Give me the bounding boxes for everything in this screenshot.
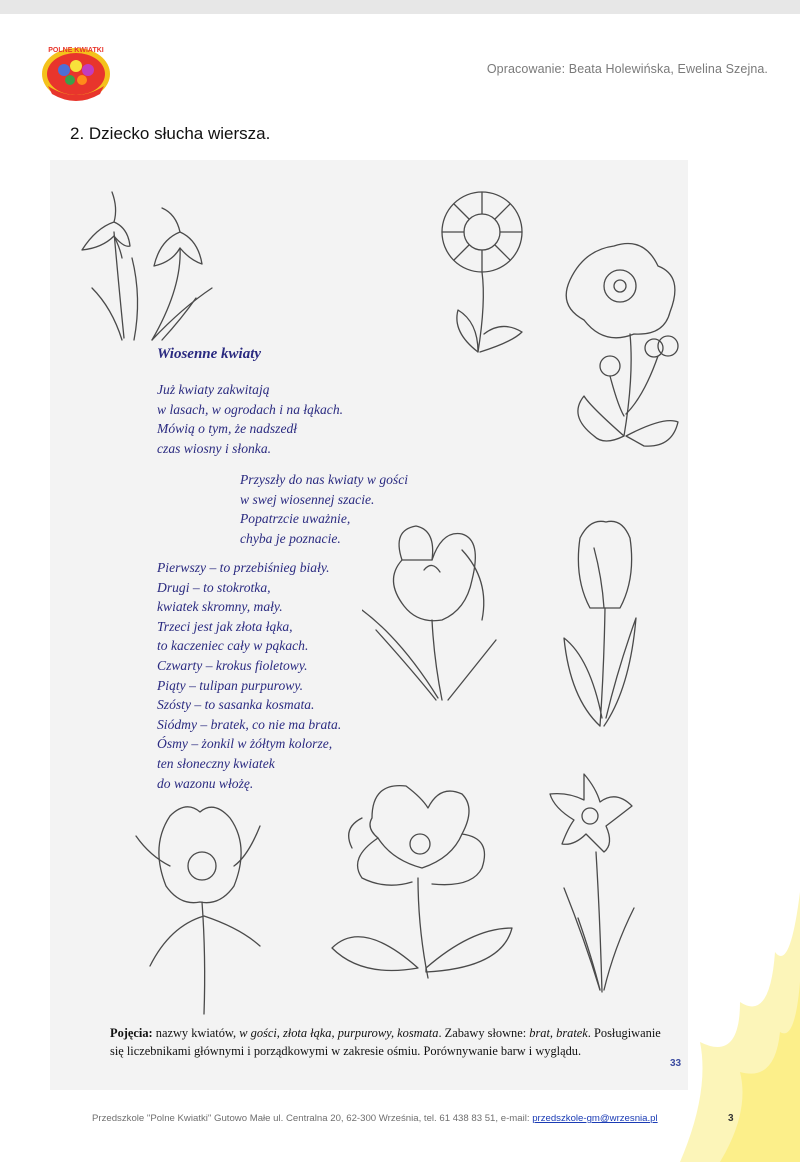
poem-line: to kaczeniec cały w pąkach. bbox=[157, 638, 309, 654]
yellow-flower-decoration bbox=[680, 892, 800, 1162]
concepts-italic: brat, bratek bbox=[529, 1026, 588, 1040]
author-credit: Opracowanie: Beata Holewińska, Ewelina Szejna. bbox=[486, 62, 768, 76]
concepts-italic: w gości, złota łąka, purpurowy, kosmata bbox=[239, 1026, 439, 1040]
footer-contact bbox=[92, 1113, 658, 1124]
concepts-note bbox=[110, 1024, 666, 1060]
poem-line: chyba je poznacie. bbox=[240, 530, 341, 546]
footer-text: Przedszkole "Polne Kwiatki" Gutowo Małe ul. Centralna 20, 62-300 Września, tel. 61 438 83 51, e-mail: bbox=[92, 1113, 533, 1124]
tulip-illustration bbox=[560, 518, 650, 730]
poem-line: Siódmy – bratek, co nie ma brata. bbox=[157, 716, 342, 732]
poem-line: czas wiosny i słonka. bbox=[157, 440, 272, 456]
poem-line: Drugi – to stokrotka, bbox=[157, 579, 271, 595]
poem-line: Szósty – to sasanka kosmata. bbox=[157, 697, 315, 713]
poem-line: Czwarty – krokus fioletowy. bbox=[157, 657, 308, 673]
poem-stanza-3 bbox=[157, 558, 341, 793]
poem-line: Ósmy – żonkil w żółtym kolorze, bbox=[157, 736, 333, 752]
page-number: 3 bbox=[728, 1113, 734, 1124]
pansy-illustration bbox=[322, 778, 522, 988]
kindergarten-logo bbox=[38, 40, 114, 104]
marsh-marigold-illustration bbox=[554, 236, 694, 456]
section-title: 2. Dziecko słucha wiersza. bbox=[70, 124, 271, 143]
top-bar bbox=[0, 0, 800, 14]
poem-line: Trzeci jest jak złota łąka, bbox=[157, 618, 293, 634]
worksheet-page-number: 33 bbox=[670, 1058, 682, 1069]
poem-line: Mówią o tym, że nadszedł bbox=[157, 421, 298, 437]
poem-stanza-1 bbox=[157, 380, 343, 458]
poem-stanza-2 bbox=[240, 470, 408, 548]
poem-title: Wiosenne kwiaty bbox=[157, 346, 262, 362]
concepts-text: nazwy kwiatów, bbox=[152, 1026, 240, 1040]
poem-line: kwiatek skromny, mały. bbox=[157, 599, 283, 615]
concepts-label: Pojęcia: bbox=[110, 1026, 153, 1040]
poem-line: Już kwiaty zakwitają bbox=[157, 382, 270, 397]
logo-text: POLNE KWIATKI bbox=[48, 47, 104, 54]
poem-line: do wazonu włożę. bbox=[157, 775, 254, 791]
poem-line: w swej wiosennej szacie. bbox=[240, 491, 375, 507]
poem-line: Popatrzcie uważnie, bbox=[240, 511, 351, 527]
poem-line: w lasach, w ogrodach i na łąkach. bbox=[157, 401, 344, 417]
footer-email-link[interactable]: przedszkole-gm@wrzesnia.pl bbox=[532, 1113, 658, 1124]
poem-line: Pierwszy – to przebiśnieg biały. bbox=[157, 560, 330, 575]
pasque-flower-illustration bbox=[130, 796, 270, 1020]
crocus-illustration bbox=[362, 520, 502, 710]
daisy-illustration bbox=[422, 182, 542, 372]
concepts-text: . Zabawy słowne: bbox=[438, 1026, 530, 1040]
poem-line: Piąty – tulipan purpurowy. bbox=[157, 677, 304, 693]
snowdrop-illustration bbox=[72, 188, 222, 348]
concepts-text: . Posługiwanie się liczebnikami głównymi i porządkowymi w zakresie ośmiu. Porównywanie barw i wyglądu. bbox=[110, 1026, 661, 1058]
daffodil-illustration bbox=[544, 768, 638, 998]
poem-line: ten słoneczny kwiatek bbox=[157, 755, 275, 771]
poem-line: Przyszły do nas kwiaty w gości bbox=[240, 472, 409, 487]
